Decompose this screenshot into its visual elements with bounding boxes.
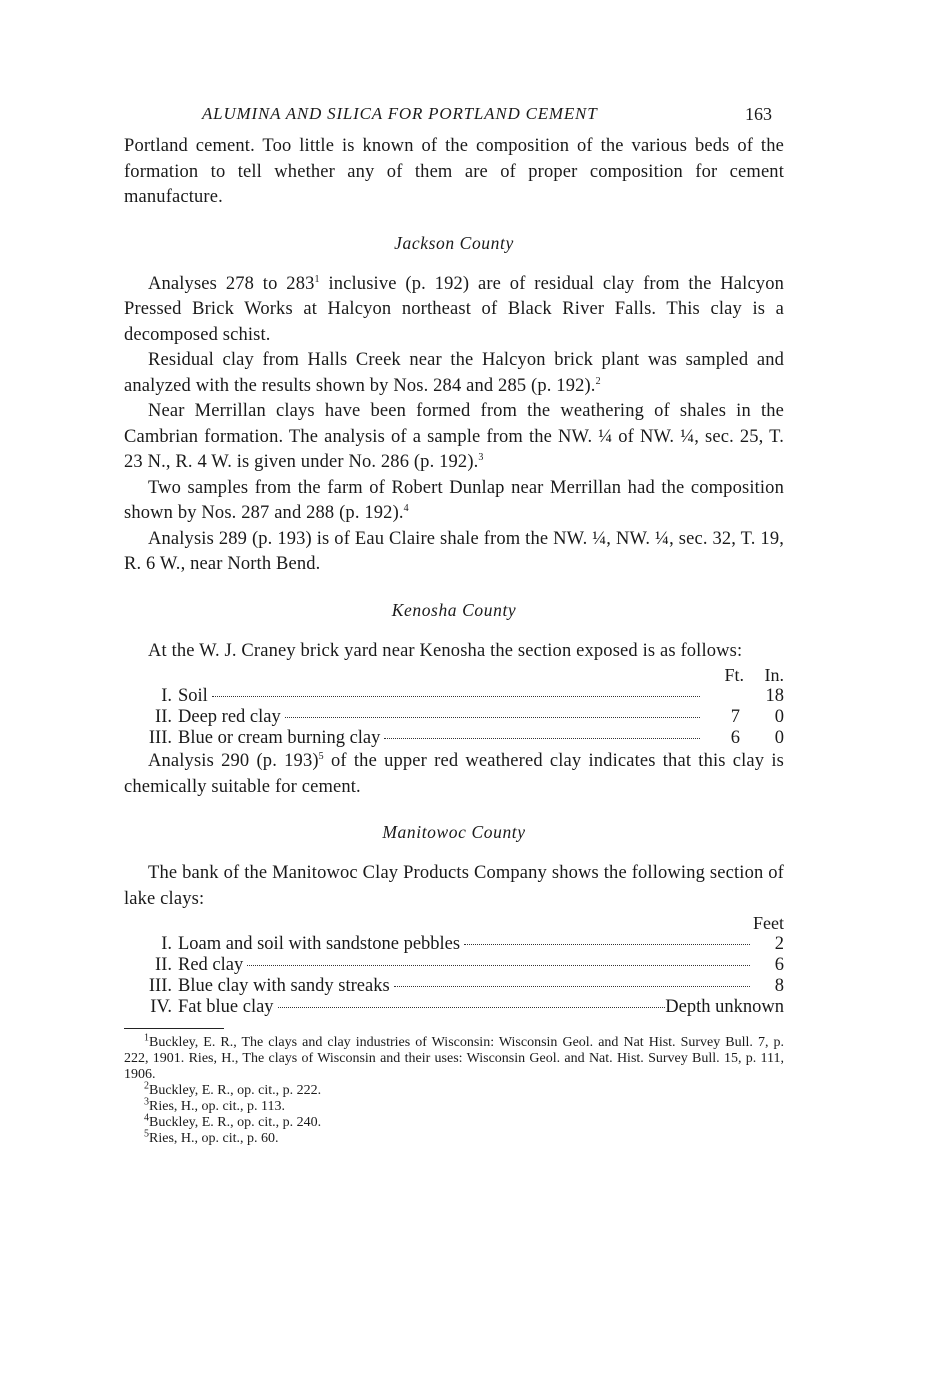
text: Near Merrillan clays have been formed from the weathering of shales in the Cambrian formation. The analysis of a sample from the NW. ¼ of NW. ¼, sec. 25, T. 23 N., R. 4 W. is given under No. 286 (p. 192). — [124, 401, 784, 472]
column-headers — [124, 912, 784, 934]
footnote-mark: 3 — [144, 1096, 149, 1108]
row-in: 0 — [774, 707, 784, 727]
row-value: 6 — [774, 955, 784, 975]
table-row — [124, 934, 784, 955]
paragraph: Analysis 289 (p. 193) is of Eau Claire shale from the NW. ¼, NW. ¼, sec. 32, T. 19, R. 6 W., near North Bend. — [124, 528, 784, 574]
row-label: Deep red clay — [178, 707, 281, 727]
table-row — [124, 955, 784, 976]
row-value: 2 — [774, 934, 784, 954]
row-number: III. — [148, 728, 172, 748]
table-row — [124, 707, 784, 728]
row-number: I. — [161, 934, 172, 954]
text: Analyses 278 to 283 — [148, 273, 315, 294]
footnote — [124, 1032, 784, 1083]
footnote-mark: 2 — [144, 1080, 149, 1092]
row-ft: 7 — [730, 707, 740, 727]
footnote-text: Buckley, E. R., The clays and clay industries of Wisconsin: Wisconsin Geol. and Nat Hist. Survey Bull. 7, p. 222, 1901. Ries, H., The clays of Wisconsin and their uses: Wisconsin Geol. and Nat. Hist. Survey Bull. 15, p. 111, 1906. — [124, 1035, 784, 1082]
leader-dots — [394, 986, 750, 987]
text: inclusive (p. 192) are of residual clay from the Halcyon Pressed Brick Works at Halcyon northeast of Black River Falls. This clay is a decomposed schist. — [124, 273, 785, 345]
section-heading-manitowoc: Manitowoc County — [382, 822, 526, 842]
footnote-ref: 3 — [478, 451, 484, 463]
leader-dots — [247, 965, 750, 966]
footnotes — [124, 1032, 784, 1147]
intro-paragraph: Portland cement. Too little is known of the composition of the various beds of the formation to tell whether any of them are of proper composition for cement manufacture. — [124, 136, 784, 207]
paragraph — [124, 348, 784, 399]
running-head — [124, 100, 784, 134]
row-value: Depth unknown — [665, 997, 784, 1017]
footnote-mark: 1 — [144, 1032, 149, 1044]
footnote — [124, 1112, 784, 1131]
paragraph — [124, 476, 784, 527]
row-number: IV. — [150, 997, 172, 1017]
running-title: ALUMINA AND SILICA FOR PORTLAND CEMENT — [202, 104, 598, 123]
paragraph — [124, 272, 784, 349]
kenosha-section-table — [124, 664, 784, 749]
table-row — [124, 997, 784, 1018]
footnote-ref: 5 — [318, 750, 324, 762]
text: Analysis 290 (p. 193) — [148, 751, 319, 771]
manitowoc-section-table — [124, 912, 784, 1018]
column-header-in: In. — [764, 665, 784, 685]
footnote-mark: 4 — [144, 1112, 149, 1124]
text: Two samples from the farm of Robert Dunlap near Merrillan had the composition shown by Nos. 287 and 288 (p. 192). — [124, 477, 784, 523]
table-row — [124, 728, 784, 749]
footnote-text: Buckley, E. R., op. cit., p. 222. — [149, 1083, 322, 1098]
table-row — [124, 686, 784, 707]
row-label: Blue or cream burning clay — [178, 728, 381, 748]
section-heading-kenosha: Kenosha County — [391, 599, 517, 620]
paragraph — [124, 399, 784, 476]
row-in: 0 — [774, 728, 784, 748]
text: Residual clay from Halls Creek near the Halcyon brick plant was sampled and analyzed with the results shown by Nos. 284 and 285 (p. 192). — [124, 350, 784, 396]
row-number: III. — [148, 976, 172, 996]
footnote-text: Ries, H., op. cit., p. 60. — [149, 1131, 279, 1146]
paragraph: At the W. J. Craney brick yard near Kenosha the section exposed is as follows: — [148, 640, 743, 661]
column-headers — [124, 664, 784, 686]
footnote-ref: 4 — [403, 502, 409, 514]
row-label: Red clay — [178, 955, 244, 975]
text: of the upper red weathered clay indicates that this clay is chemically suitable for cement. — [124, 751, 784, 797]
leader-dots — [212, 696, 700, 697]
row-number: II. — [155, 707, 172, 727]
leader-dots — [278, 1007, 666, 1008]
leader-dots — [384, 738, 700, 739]
row-label: Loam and soil with sandstone pebbles — [178, 934, 461, 954]
footnote-ref: 2 — [595, 375, 601, 387]
paragraph — [124, 749, 784, 800]
row-label: Fat blue clay — [178, 997, 274, 1017]
column-header-feet: Feet — [753, 913, 784, 933]
footnote-ref: 1 — [314, 273, 320, 285]
column-header-ft: Ft. — [724, 665, 744, 685]
footnote-rule — [124, 1028, 224, 1029]
footnote-text: Ries, H., op. cit., p. 113. — [149, 1099, 285, 1114]
row-number: I. — [161, 686, 172, 706]
row-ft: 6 — [730, 728, 740, 748]
footnote — [124, 1096, 784, 1115]
row-label: Blue clay with sandy streaks — [178, 976, 390, 996]
footnote-mark: 5 — [144, 1128, 149, 1140]
row-number: II. — [155, 955, 172, 975]
footnote — [124, 1080, 784, 1099]
footnote — [124, 1128, 784, 1147]
table-row — [124, 976, 784, 997]
row-value: 8 — [774, 976, 784, 996]
page — [124, 100, 784, 1147]
section-heading-jackson: Jackson County — [394, 232, 514, 253]
leader-dots — [285, 717, 700, 718]
leader-dots — [464, 944, 750, 945]
row-label: Soil — [178, 686, 208, 706]
page-number: 163 — [745, 104, 772, 124]
paragraph: The bank of the Manitowoc Clay Products Company shows the following section of lake clays: — [124, 863, 784, 909]
footnote-text: Buckley, E. R., op. cit., p. 240. — [149, 1115, 322, 1130]
row-in: 18 — [765, 686, 784, 706]
